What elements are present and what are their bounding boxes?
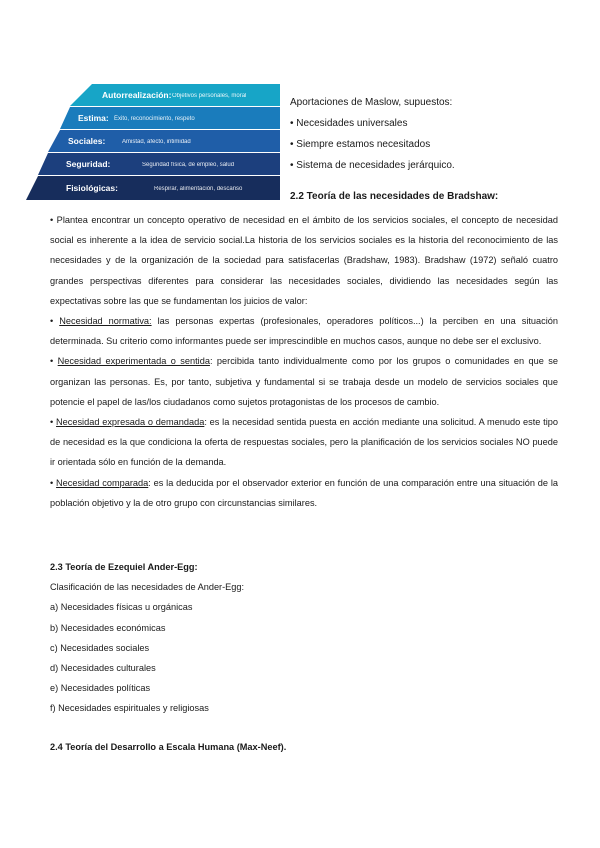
anderegg-item: e) Necesidades políticas: [50, 683, 151, 694]
anderegg-heading: 2.3 Teoría de Ezequiel Ander-Egg:: [50, 562, 198, 572]
bradshaw-body: [50, 210, 558, 513]
maslow-item: • Siempre estamos necesitados: [290, 139, 431, 150]
text-comparada: : es la deducida por el observador exterior en función de una comparación entre una situación de la población objetivo y la de otro grupo con circunstancias similares.: [50, 477, 558, 508]
term-expresada: Necesidad expresada o demandada: [56, 417, 205, 428]
bradshaw-type-comparada: • Necesidad comparada: es la deducida por el observador exterior en función de una comparación entre una situación de la población objetivo y la de otro grupo con circunstancias similares.: [50, 477, 558, 508]
maxneef-section: [50, 737, 558, 757]
text-sentida: : percibida tanto individualmente como por los grupos o comunidades en que se organizan las personas. Es, por tanto, subjetiva y fundamental si se trabaja desde un modelo de servicios sociales que potencie el papel de las/los ciudadanos como sujetos protagonistas de los procesos de cambio.: [50, 356, 558, 407]
bradshaw-type-normativa: • Necesidad normativa: las personas expertas (profesionales, operadores políticos...) la perciben en una situación determinada. Su criterio como informantes puede ser imprescindible en muchos casos, aunque no debe ser el exclusivo.: [50, 316, 558, 347]
anderegg-item: f) Necesidades espirituales y religiosas: [50, 703, 209, 714]
pyramid-label-4: Seguridad:: [66, 159, 111, 169]
anderegg-section: [50, 557, 558, 719]
text-expresada: : es la necesidad sentida puesta en acción mediante una solicitud. A menudo este tipo de necesidad es la que condiciona la oferta de respuestas sociales, pero la planificación de los servicios sociales NO puede ir orientada sólo en función de la demanda.: [50, 417, 558, 468]
term-comparada: Necesidad comparada: [56, 477, 149, 488]
pyramid-desc-5: Respirar, alimentación, descanso: [154, 186, 243, 192]
term-sentida: Necesidad experimentada o sentida: [57, 356, 210, 367]
bradshaw-type-sentida: • Necesidad experimentada o sentida: percibida tanto individualmente como por los grupos o comunidades en que se organizan las personas. Es, por tanto, subjetiva y fundamental si se trabaja desde un modelo de servicios sociales que potencie el papel de las/los ciudadanos como sujetos protagonistas de los procesos de cambio.: [50, 356, 558, 407]
maslow-item: • Sistema de necesidades jerárquico.: [290, 160, 455, 171]
anderegg-item: a) Necesidades físicas u orgánicas: [50, 602, 193, 613]
anderegg-item: d) Necesidades culturales: [50, 663, 156, 674]
bradshaw-intro: • Plantea encontrar un concepto operativo de necesidad en el ámbito de los servicios sociales, el concepto de necesidad social es inherente a la idea de servicio social.La historia de los servicios sociales es la historia del reconocimiento de las necesidades y de la organización de la sociedad para satisfacerlas (Bradshaw, 1983). Bradshaw (1972) señaló cuatro grandes perspectivas diferentes para considerar las necesidades sociales, dividiendo las necesidades según las expectativas sobre las que se fundamentan los juicios de valor:: [50, 215, 558, 306]
pyramid-label-2: Estima:: [78, 113, 109, 123]
text-normativa: las personas expertas (profesionales, operadores políticos...) la perciben en una situación determinada. Su criterio como informantes puede ser imprescindible en muchos casos, aunque no debe ser el exclusivo.: [50, 316, 558, 347]
term-normativa: Necesidad normativa:: [59, 316, 152, 327]
pyramid-desc-3: Amistad, afecto, intimidad: [122, 139, 191, 145]
bradshaw-heading: 2.2 Teoría de las necesidades de Bradshaw:: [290, 191, 499, 202]
pyramid-desc-2: Éxito, reconocimiento, respeto: [114, 116, 195, 122]
pyramid-desc-1: Objetivos personales, moral: [172, 93, 247, 99]
pyramid-label-5: Fisiológicas:: [66, 183, 118, 193]
maxneef-heading: 2.4 Teoría del Desarrollo a Escala Humana (Max-Neef).: [50, 742, 287, 752]
maslow-item: • Necesidades universales: [290, 118, 408, 129]
anderegg-intro: Clasificación de las necesidades de Ander-Egg:: [50, 582, 245, 593]
bradshaw-type-expresada: • Necesidad expresada o demandada: es la necesidad sentida puesta en acción mediante una solicitud. A menudo este tipo de necesidad es la que condiciona la oferta de respuestas sociales, pero la planificación de los servicios sociales NO puede ir orientada sólo en función de la demanda.: [50, 417, 558, 468]
anderegg-item: c) Necesidades sociales: [50, 642, 150, 653]
maslow-intro: Aportaciones de Maslow, supuestos:: [290, 97, 453, 108]
maslow-summary: [290, 92, 580, 176]
pyramid-desc-4: Seguridad física, de empleo, salud: [142, 162, 235, 168]
anderegg-item: b) Necesidades económicas: [50, 622, 166, 633]
pyramid-label-1: Autorrealización:: [102, 90, 172, 100]
pyramid-label-3: Sociales:: [68, 136, 106, 146]
maslow-pyramid: [26, 84, 280, 200]
